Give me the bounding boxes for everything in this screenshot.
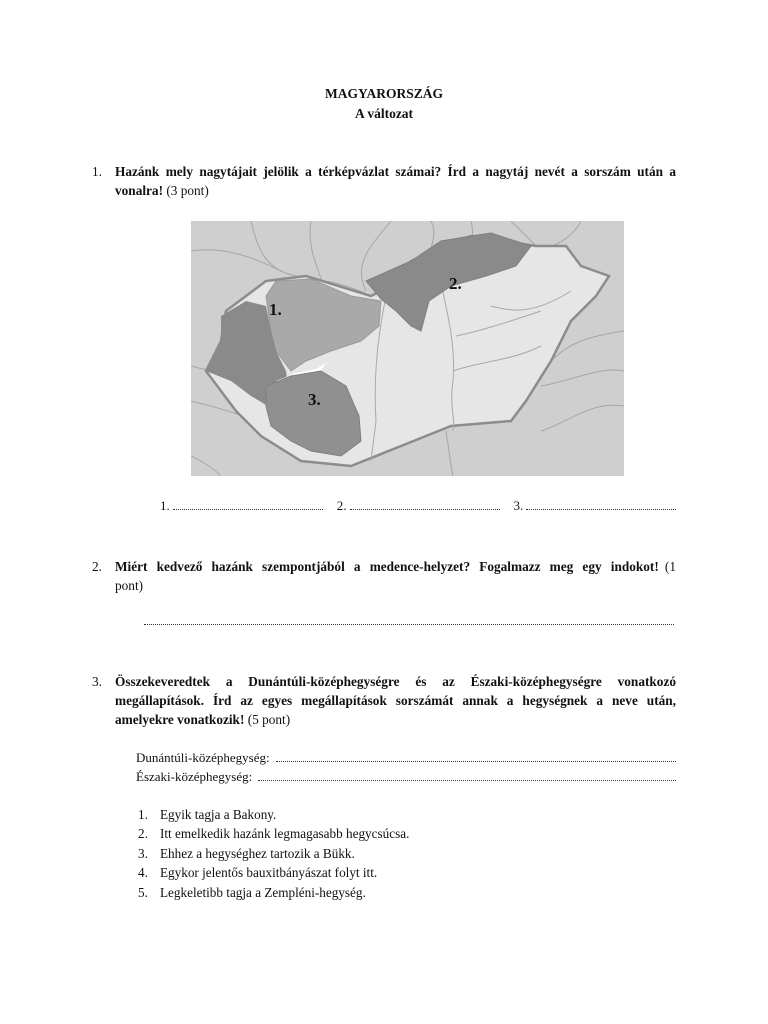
question-text: Miért kedvező hazánk szempontjából a medence-helyzet? Fogalmazz meg egy indokot! (1 pont) xyxy=(115,559,676,593)
question-text: Összekeveredtek a Dunántúli-középhegységre és az Északi-középhegységre vonatkozó megállapítások. Írd az egyes megállapítások sorszámát annak a hegységnek a neve után, amelyekre vonatkozik! (5 pont) xyxy=(115,674,676,727)
map-label-1: 1. xyxy=(269,300,282,319)
answer-slot-2[interactable]: 2. xyxy=(337,498,500,514)
statement-item: 3. Ehhez a hegységhez tartozik a Bükk. xyxy=(138,845,355,861)
hungary-map xyxy=(191,221,624,476)
fill-row-label: Dunántúli-középhegység: xyxy=(136,750,270,765)
fill-row-dunantuli xyxy=(136,750,676,766)
question-number: 1. xyxy=(92,164,102,179)
fill-line[interactable] xyxy=(276,752,676,762)
page-title: MAGYARORSZÁG xyxy=(324,86,443,101)
answer-line-q2[interactable] xyxy=(144,624,674,625)
question-number: 3. xyxy=(92,674,102,689)
fill-row-eszaki xyxy=(136,769,676,785)
map-illustration xyxy=(191,221,624,476)
question-points: (1 pont) xyxy=(115,559,676,593)
answer-line[interactable] xyxy=(173,499,323,510)
question-2 xyxy=(92,557,676,595)
answer-slots-row xyxy=(160,498,660,514)
fill-row-label: Északi-középhegység: xyxy=(136,769,253,784)
fill-line[interactable] xyxy=(258,771,676,781)
question-3 xyxy=(92,672,676,729)
answer-slot-1[interactable]: 1. xyxy=(160,498,323,514)
answer-line[interactable] xyxy=(350,499,500,510)
question-points: (3 pont) xyxy=(163,183,209,198)
map-label-3: 3. xyxy=(308,390,321,409)
page-subtitle: A változat xyxy=(354,106,414,121)
statement-item: 2. Itt emelkedik hazánk legmagasabb hegycsúcsa. xyxy=(138,826,410,842)
question-number: 2. xyxy=(92,559,102,574)
question-1 xyxy=(92,162,676,200)
statement-item: 1. Egyik tagja a Bakony. xyxy=(138,807,277,822)
statements-list xyxy=(138,805,409,902)
answer-slot-3[interactable]: 3. xyxy=(514,498,677,514)
question-points: (5 pont) xyxy=(244,712,291,727)
answer-line[interactable] xyxy=(526,499,676,510)
statement-item: 4. Egykor jelentős bauxitbányászat folyt itt. xyxy=(138,865,378,881)
question-text: Hazánk mely nagytájait jelölik a térképvázlat számai? Írd a nagytáj nevét a sorszám után a vonalra! (3 pont) xyxy=(115,164,676,198)
map-label-2: 2. xyxy=(449,274,462,293)
statement-item: 5. Legkeletibb tagja a Zempléni-hegység. xyxy=(138,884,366,900)
